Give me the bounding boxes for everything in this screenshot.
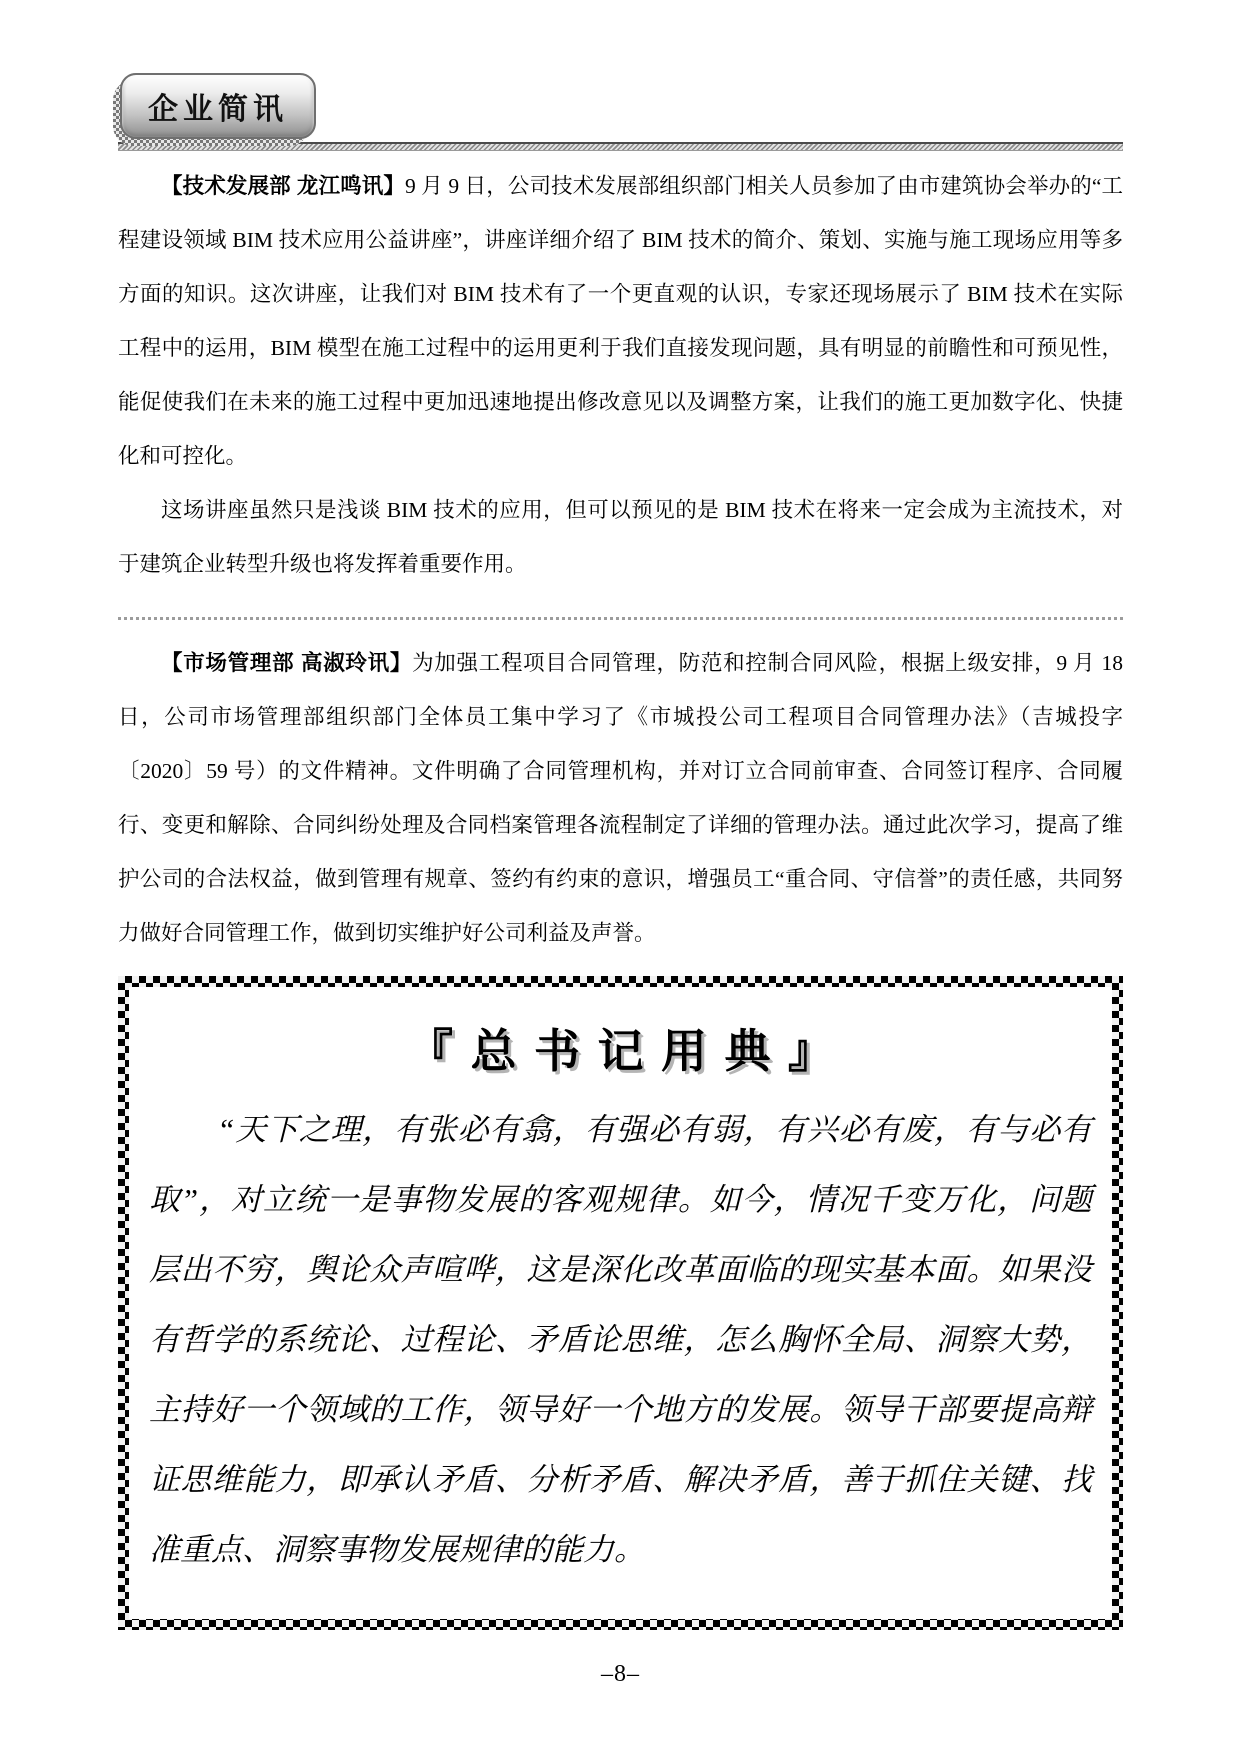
badge-label: 企业简讯	[148, 93, 288, 126]
article-lead: 【技术发展部 龙江鸣讯】	[161, 174, 405, 198]
quote-box-inner	[129, 987, 1112, 1619]
article-market-management	[118, 636, 1123, 960]
article-paragraph	[118, 636, 1123, 960]
article-paragraph: 这场讲座虽然只是浅谈 BIM 技术的应用，但可以预见的是 BIM 技术在将来一定会成为主流技术，对于建筑企业转型升级也将发挥着重要作用。	[118, 498, 1123, 576]
quote-box-title: 『总书记用典』	[407, 1025, 852, 1077]
article-tech-development	[118, 159, 1123, 591]
article-text: 9 月 9 日，公司技术发展部组织部门相关人员参加了由市建筑协会举办的“工程建设领域 BIM 技术应用公益讲座”，讲座详细介绍了 BIM 技术的简介、策划、实施与施工现场应用等多方面的知识。这次讲座，让我们对 BIM 技术有了一个更直观的认识，专家还现场展示了 BIM 技术在实际工程中的运用，BIM 模型在施工过程中的运用更利于我们直接发现问题，具有明显的前瞻性和可预见性，能促使我们在未来的施工过程中更加迅速地提出修改意见以及调整方案，让我们的施工更加数字化、快捷化和可控化。	[118, 174, 1123, 468]
badge-face	[120, 73, 316, 139]
quote-box	[118, 976, 1123, 1630]
article-text: 为加强工程项目合同管理，防范和控制合同风险，根据上级安排，9 月 18 日，公司市场管理部组织部门全体员工集中学习了《市城投公司工程项目合同管理办法》（吉城投字〔2020〕59 号）的文件精神。文件明确了合同管理机构，并对订立合同前审查、合同签订程序、合同履行、变更和解除、合同纠纷处理及合同档案管理各流程制定了详细的管理办法。通过此次学习，提高了维护公司的合法权益，做到管理有规章、签约有约束的意识，增强员工“重合同、守信誉”的责任感，共同努力做好合同管理工作，做到切实维护好公司利益及声誉。	[118, 651, 1123, 945]
article-divider	[118, 617, 1123, 620]
page-number: –8–	[601, 1661, 640, 1687]
quote-box-body: “天下之理，有张必有翕，有强必有弱，有兴必有废，有与必有取”，对立统一是事物发展的客观规律。如今，情况千变万化，问题层出不穷，舆论众声喧哗，这是深化改革面临的现实基本面。如果没有哲学的系统论、过程论、矛盾论思维，怎么胸怀全局、洞察大势，主持好一个领域的工作，领导好一个地方的发展。领导干部要提高辩证思维能力，即承认矛盾、分析矛盾、解决矛盾，善于抓住关键、找准重点、洞察事物发展规律的能力。	[149, 1112, 1092, 1567]
article-lead: 【市场管理部 高淑玲讯】	[161, 651, 413, 675]
article-paragraph	[118, 159, 1123, 483]
header-badge	[120, 73, 316, 139]
